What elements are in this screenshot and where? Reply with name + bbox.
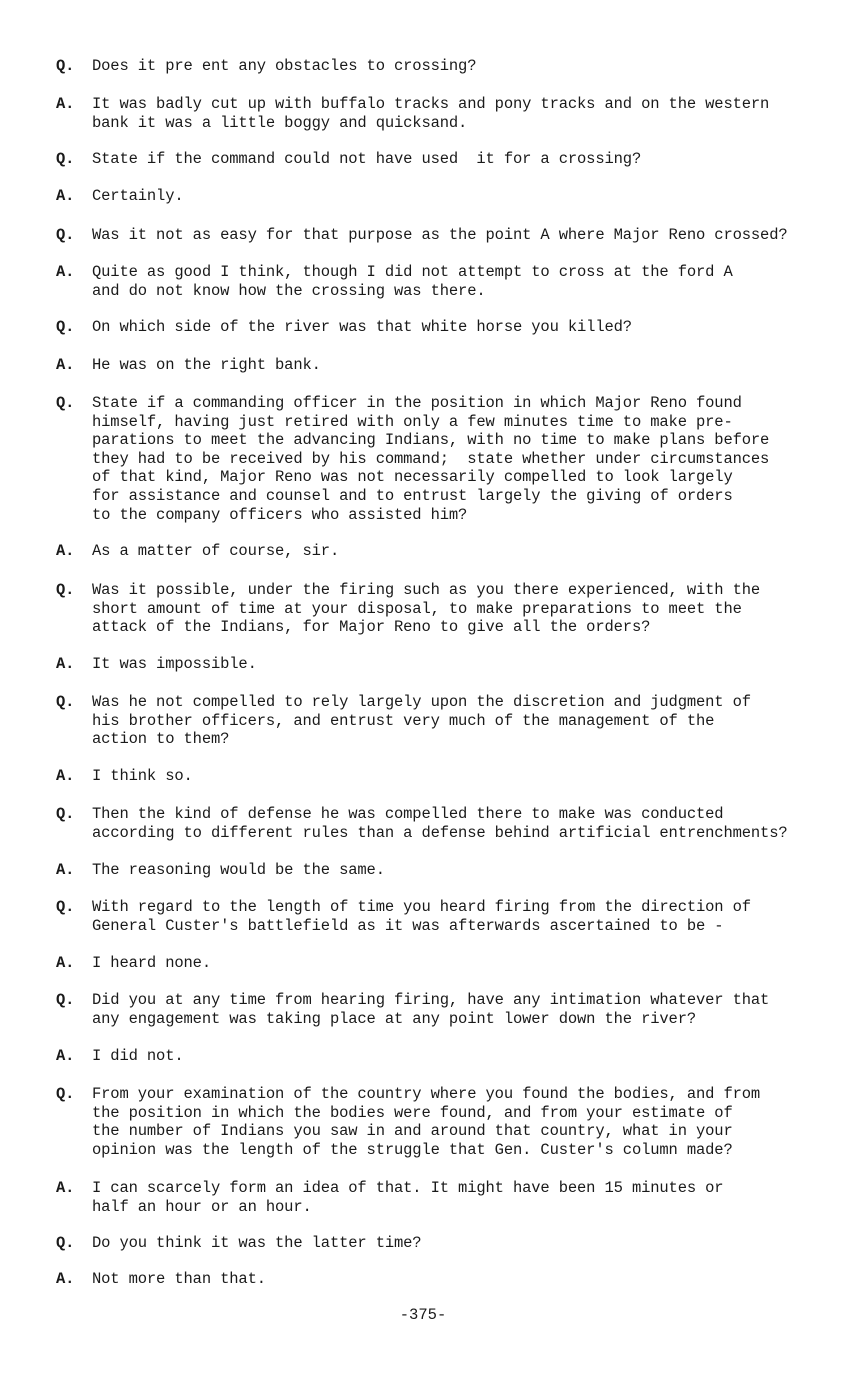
question-8 — [56, 805, 836, 842]
answer-text: Quite as good I think, though I did not attempt to cross at the ford A and do not know how the crossing was there. — [92, 263, 733, 300]
answer-text: I think so. — [92, 767, 193, 785]
question-11 — [56, 1085, 836, 1159]
answer-5 — [56, 542, 836, 561]
question-7 — [56, 693, 836, 749]
question-text: Then the kind of defense he was compelled there to make was conducted according to different rules than a defense behind artificial entrenchments? — [92, 805, 788, 842]
question-text: Was he not compelled to rely largely upon the discretion and judgment of his brother officers, and entrust very much of the management of the action to them? — [92, 693, 751, 749]
question-label: Q. — [56, 693, 75, 711]
question-label: Q. — [56, 318, 75, 336]
question-label: Q. — [56, 226, 75, 244]
answer-label: A. — [56, 1179, 75, 1197]
answer-10 — [56, 1047, 836, 1066]
question-text: From your examination of the country where you found the bodies, and from the position in which the bodies were found, and from your estimate of the number of Indians you saw in and around that country, what in your opinion was the length of the struggle that Gen. Custer's column made? — [92, 1085, 761, 1159]
question-label: Q. — [56, 805, 75, 823]
answer-1 — [56, 95, 836, 132]
answer-text: Certainly. — [92, 187, 184, 205]
answer-text: It was badly cut up with buffalo tracks and pony tracks and on the western bank it was a little boggy and quicksand. — [92, 95, 770, 132]
question-4 — [56, 318, 836, 337]
answer-label: A. — [56, 655, 75, 673]
answer-9 — [56, 954, 836, 973]
question-label: Q. — [56, 1085, 75, 1103]
answer-label: A. — [56, 1270, 75, 1288]
question-text: State if the command could not have used it for a crossing? — [92, 150, 642, 168]
question-label: Q. — [56, 898, 75, 916]
question-label: Q. — [56, 394, 75, 412]
question-text: Do you think it was the latter time? — [92, 1234, 422, 1252]
answer-6 — [56, 655, 836, 674]
question-text: Did you at any time from hearing firing, have any intimation whatever that any engagement was taking place at any point lower down the river? — [92, 991, 770, 1028]
answer-label: A. — [56, 187, 75, 205]
answer-label: A. — [56, 954, 75, 972]
question-text: On which side of the river was that white horse you killed? — [92, 318, 632, 336]
answer-label: A. — [56, 542, 75, 560]
question-2 — [56, 150, 836, 169]
answer-label: A. — [56, 1047, 75, 1065]
answer-label: A. — [56, 95, 75, 113]
question-label: Q. — [56, 150, 75, 168]
question-label: Q. — [56, 57, 75, 75]
question-text: With regard to the length of time you heard firing from the direction of General Custer's battlefield as it was afterwards ascertained to be - — [92, 898, 751, 935]
answer-label: A. — [56, 767, 75, 785]
answer-text: The reasoning would be the same. — [92, 861, 385, 879]
question-5 — [56, 394, 836, 524]
question-label: Q. — [56, 1234, 75, 1252]
answer-text: As a matter of course, sir. — [92, 542, 340, 560]
question-9 — [56, 898, 836, 935]
question-label: Q. — [56, 991, 75, 1009]
answer-12 — [56, 1270, 836, 1289]
answer-2 — [56, 187, 836, 206]
answer-3 — [56, 263, 836, 300]
answer-text: It was impossible. — [92, 655, 257, 673]
question-10 — [56, 991, 836, 1028]
answer-11 — [56, 1179, 836, 1216]
answer-8 — [56, 861, 836, 880]
question-1 — [56, 57, 836, 76]
answer-text: Not more than that. — [92, 1270, 266, 1288]
answer-text: I can scarcely form an idea of that. It might have been 15 minutes or half an hour or an hour. — [92, 1179, 724, 1216]
question-3 — [56, 226, 836, 245]
answer-label: A. — [56, 263, 75, 281]
question-label: Q. — [56, 581, 75, 599]
question-text: Does it pre ent any obstacles to crossing? — [92, 57, 477, 75]
question-12 — [56, 1234, 836, 1253]
answer-text: I heard none. — [92, 954, 211, 972]
answer-text: I did not. — [92, 1047, 184, 1065]
answer-label: A. — [56, 861, 75, 879]
answer-7 — [56, 767, 836, 786]
question-text: State if a commanding officer in the position in which Major Reno found himself, having just retired with only a few minutes time to make pre- parations to meet the advancing Indians, with no time to make plans before they had to be received by his command; state whether under circumstances of that kind, Major Reno was not necessarily compelled to look largely for assistance and counsel and to entrust largely the giving of orders to the company officers who assisted him? — [92, 394, 770, 524]
question-text: Was it not as easy for that purpose as the point A where Major Reno crossed? — [92, 226, 788, 244]
answer-label: A. — [56, 356, 75, 374]
answer-4 — [56, 356, 836, 375]
question-6 — [56, 581, 836, 637]
question-text: Was it possible, under the firing such as you there experienced, with the short amount of time at your disposal, to make preparations to meet the attack of the Indians, for Major Reno to give all the orders? — [92, 581, 761, 637]
page-number: -375- — [399, 1306, 447, 1324]
answer-text: He was on the right bank. — [92, 356, 321, 374]
